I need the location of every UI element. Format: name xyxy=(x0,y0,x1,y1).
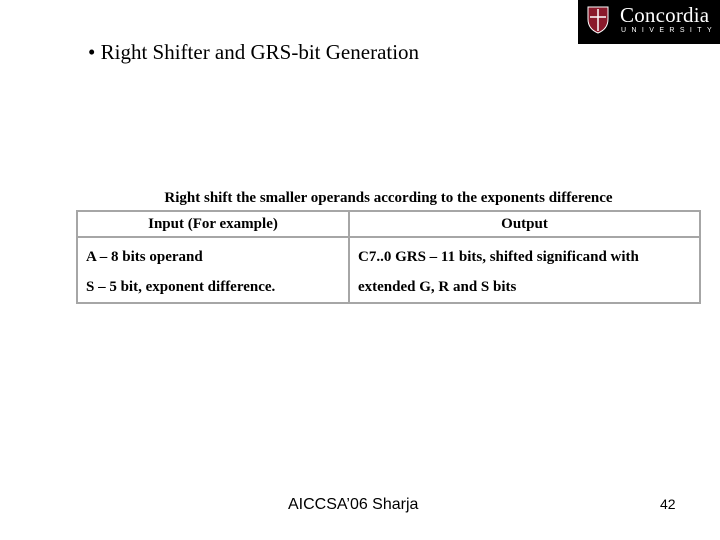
output-cell xyxy=(349,237,700,303)
example-table xyxy=(76,210,701,304)
logo-subtitle: UNIVERSITY xyxy=(621,27,718,34)
page-number: 42 xyxy=(660,496,676,512)
table-row xyxy=(77,237,700,303)
header-output: Output xyxy=(349,211,700,237)
university-logo xyxy=(578,0,720,44)
table-caption: Right shift the smaller operands according to the exponents difference xyxy=(164,190,613,206)
slide-title: • Right Shifter and GRS-bit Generation xyxy=(88,40,420,64)
input-line: S – 5 bit, exponent difference. xyxy=(86,279,276,295)
crest-icon xyxy=(586,5,610,34)
output-line: extended G, R and S bits xyxy=(358,279,517,295)
output-line: C7..0 GRS – 11 bits, shifted significand with xyxy=(358,249,639,265)
logo-name: Concordia xyxy=(620,3,710,27)
footer-text: AICCSA’06 Sharja xyxy=(288,496,419,513)
table-header-row xyxy=(77,211,700,237)
input-line: A – 8 bits operand xyxy=(86,249,203,265)
input-cell xyxy=(77,237,349,303)
header-input: Input (For example) xyxy=(77,211,349,237)
